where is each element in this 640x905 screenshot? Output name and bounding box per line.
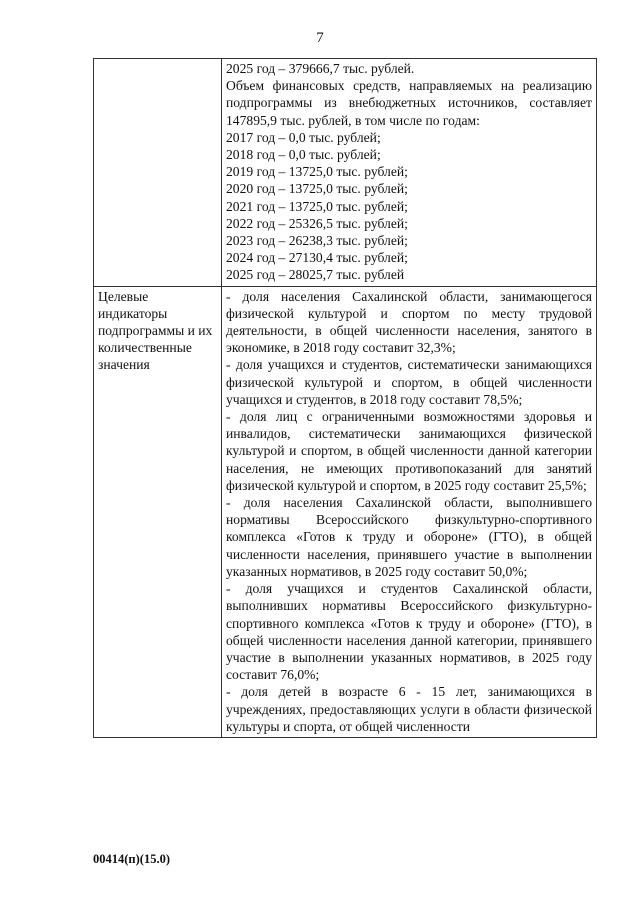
financing-line: 2021 год – 13725,0 тыс. рублей; (226, 198, 408, 214)
table-row-financing (94, 59, 597, 287)
financing-line: 2017 год – 0,0 тыс. рублей; (226, 129, 381, 145)
row-label-indicators: Целевые индикаторы подпрограммы и их количественные значения (94, 286, 222, 737)
row-label-financing (94, 59, 222, 287)
indicator-item: - доля населения Сахалинской области, выполнившего нормативы Всероссийского физкультурно-спортивного комплекса «Готов к труду и обороне» (ГТО), в общей численности населения, принявшего участие в выполнении указанных нормативов, в 2025 году составит 50,0%; (226, 495, 592, 579)
financing-line: 2018 год – 0,0 тыс. рублей; (226, 147, 381, 163)
financing-line: 2020 год – 13725,0 тыс. рублей; (226, 181, 408, 197)
financing-line: Объем финансовых средств, направляемых на реализацию подпрограммы из внебюджетных источников, составляет 147895,9 тыс. рублей, в том числе по годам: (226, 78, 592, 128)
indicator-item: - доля учащихся и студентов Сахалинской области, выполнивших нормативы Всероссийского физкультурно-спортивного комплекса «Готов к труду и обороне» (ГТО), в общей численности населения данной категории, принявшего участие в выполнении указанных нормативов, в 2025 году составит 76,0%; (226, 581, 592, 683)
document-code: 00414(п)(15.0) (93, 852, 170, 866)
financing-line: 2024 год – 27130,4 тыс. рублей; (226, 250, 408, 266)
financing-line: 2025 год – 379666,7 тыс. рублей. (226, 61, 415, 76)
row-value-indicators (222, 286, 597, 737)
indicator-item: - доля населения Сахалинской области, занимающегося физической культурой и спортом по месту трудовой деятельности, в общей численности населения, занятого в экономике, в 2018 году составит 32,3%; (226, 288, 592, 356)
financing-line: 2023 год – 26238,3 тыс. рублей; (226, 233, 408, 249)
financing-line: 2022 год – 25326,5 тыс. рублей; (226, 215, 408, 231)
page-number: 7 (316, 30, 324, 46)
indicator-item: - доля учащихся и студентов, систематически занимающихся физической культурой и спортом, в общей численности учащихся и студентов, в 2018 году составит 78,5%; (226, 357, 592, 407)
table-row-indicators (94, 286, 597, 737)
financing-line: 2019 год – 13725,0 тыс. рублей; (226, 164, 408, 180)
financing-line: 2025 год – 28025,7 тыс. рублей (226, 267, 405, 283)
subprogram-passport-table (93, 58, 597, 738)
row-value-financing (222, 59, 597, 287)
indicator-item: - доля детей в возрасте 6 - 15 лет, занимающихся в учреждениях, предоставляющих услуги в области физической культуры и спорта, от общей численности (226, 684, 592, 734)
indicator-item: - доля лиц с ограниченными возможностями здоровья и инвалидов, систематически занимающихся физической культурой и спортом, в общей численности данной категории населения, не имеющих противопоказаний для занятий физической культурой и спортом, в 2025 году составит 25,5%; (226, 409, 592, 493)
